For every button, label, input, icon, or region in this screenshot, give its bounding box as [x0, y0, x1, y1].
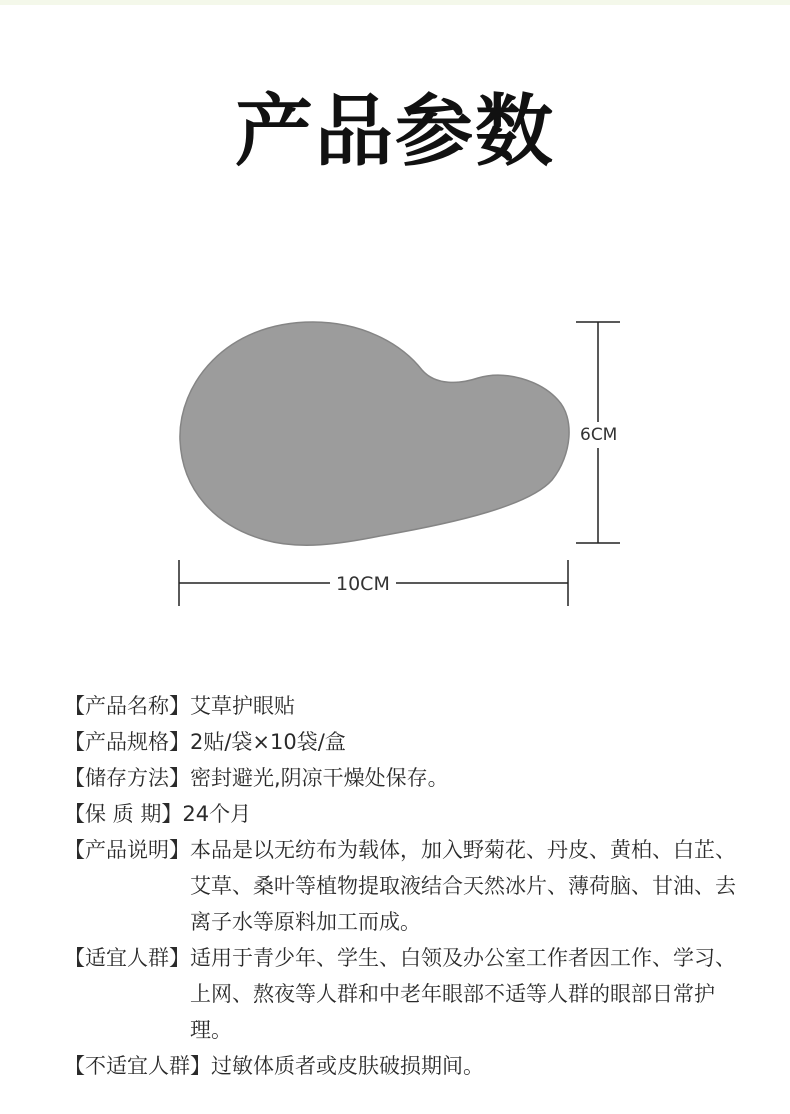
spec-key: 【不适宜人群】 [64, 1054, 211, 1078]
spec-value: 2贴/袋×10袋/盒 [190, 730, 346, 754]
spec-row-name [64, 688, 744, 724]
spec-list [64, 688, 744, 1084]
spec-row-suitable [64, 940, 744, 1048]
spec-key: 【产品规格】 [64, 730, 190, 754]
spec-row-shelf-life [64, 796, 744, 832]
top-accent-strip [0, 0, 790, 5]
spec-key: 【产品名称】 [64, 694, 190, 718]
spec-row-size [64, 724, 744, 760]
height-label: 6CM [580, 422, 617, 448]
spec-value: 艾草护眼贴 [190, 694, 295, 718]
spec-row-description [64, 832, 744, 940]
spec-value: 密封避光,阴凉干燥处保存。 [190, 766, 449, 790]
spec-row-unsuitable [64, 1048, 744, 1084]
spec-value: 适用于青少年、学生、白领及办公室工作者因工作、学习、上网、熬夜等人群和中老年眼部不适等人群的眼部日常护理。 [190, 946, 736, 1042]
eye-patch-shape [180, 322, 569, 545]
spec-key: 【储存方法】 [64, 766, 190, 790]
spec-value: 24个月 [182, 802, 252, 826]
page-title: 产品参数 [234, 86, 555, 177]
spec-key: 【产品说明】 [64, 838, 190, 862]
spec-row-storage [64, 760, 744, 796]
spec-value: 过敏体质者或皮肤破损期间。 [211, 1054, 484, 1078]
width-label: 10CM [330, 573, 396, 595]
spec-key: 【保 质 期】 [64, 802, 183, 826]
spec-key: 【适宜人群】 [64, 946, 190, 970]
size-diagram [0, 300, 790, 630]
spec-value: 本品是以无纺布为载体，加入野菊花、丹皮、黄柏、白芷、艾草、桑叶等植物提取液结合天然冰片、薄荷脑、甘油、去离子水等原料加工而成。 [190, 838, 736, 934]
